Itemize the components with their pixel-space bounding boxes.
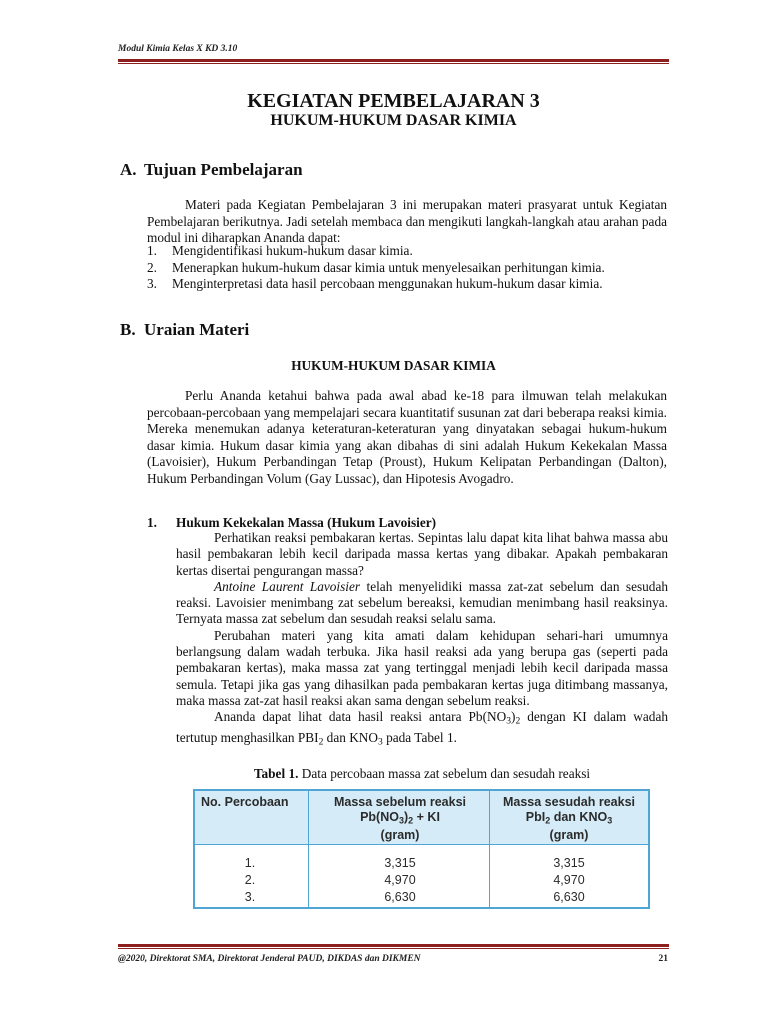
formula-text: dan KNO xyxy=(550,810,608,824)
law1-paragraph-3: Perubahan materi yang kita amati dalam kehidupan sehari-hari umumnya berlangsung dalam wadah terbuka. Jika hasil reaksi ada yang berupa gas (seperti pada pembakaran kertas), maka massa zat yang tertinggal menjadi lebih kecil daripada massa semula. Tetapi jika gas yang dihasilkan pada pembakaran kertas juga ditimbang massanya, maka massa zat-zat hasil reaksi akan sama dengan sebelum reaksi. xyxy=(176,627,668,708)
law1-p4-text: dengan KI dalam wadah tertutup menghasilkan PBI xyxy=(176,709,668,745)
table-divider xyxy=(489,791,490,907)
objective-item xyxy=(147,276,667,293)
section-b-letter: B. xyxy=(120,320,136,339)
table-cell-no: 2. xyxy=(244,873,256,887)
table-cell-after: 3,315 xyxy=(553,856,585,870)
law1-p4-sub: 3 xyxy=(506,715,511,727)
formula-text: Pb(NO xyxy=(360,810,399,824)
column-header-before-line2 xyxy=(315,810,485,828)
table-caption-label: Tabel 1. xyxy=(253,766,299,781)
objectives-list xyxy=(147,243,667,293)
formula-sub: 3 xyxy=(398,815,404,826)
formula-text: + KI xyxy=(413,810,440,824)
table-cell-before: 6,630 xyxy=(384,890,416,904)
objective-text: Menerapkan hukum-hukum dasar kimia untuk menyelesaikan perhitungan kimia. xyxy=(172,259,605,275)
formula-sub: 3 xyxy=(607,815,613,826)
law1-paragraph-1: Perhatikan reaksi pembakaran kertas. Sepintas lalu dapat kita lihat bahwa massa abu hasil pembakaran lebih kecil daripada massa kertas yang dibakar. Apakah pembakaran kertas disertai pengurangan massa? xyxy=(176,530,668,578)
module-header: Modul Kimia Kelas X KD 3.10 xyxy=(118,44,238,54)
objective-number: 3. xyxy=(147,276,157,292)
column-header-after-line1: Massa sesudah reaksi xyxy=(502,795,636,809)
table-divider xyxy=(308,791,309,907)
column-header-after-unit: (gram) xyxy=(549,828,589,843)
column-header-before-unit: (gram) xyxy=(380,828,420,843)
table-cell-no: 3. xyxy=(244,890,256,904)
table-cell-before: 4,970 xyxy=(384,873,416,887)
header-rule-thin xyxy=(118,63,669,64)
law1-p4-sub: 2 xyxy=(515,715,521,727)
section-b-heading xyxy=(120,320,249,340)
table-caption-text: Data percobaan massa zat sebelum dan sesudah reaksi xyxy=(298,766,591,781)
data-table xyxy=(193,789,650,909)
law1-paragraph-2 xyxy=(176,579,668,628)
law1-p4-text: ) xyxy=(511,709,516,725)
law1-p4-text: Ananda dapat lihat data hasil reaksi antara Pb(NO xyxy=(214,709,507,725)
header-rule xyxy=(118,59,669,62)
footer-copyright: @2020, Direktorat SMA, Direktorat Jenderal PAUD, DIKDAS dan DIKMEN xyxy=(118,954,421,964)
page-number: 21 xyxy=(658,954,668,964)
lavoisier-name: Antoine Laurent Lavoisier xyxy=(214,578,361,594)
section-b-intro: Perlu Ananda ketahui bahwa pada awal abad ke-18 para ilmuwan telah melakukan percobaan-percobaan yang mempelajari secara kuantitatif susunan zat dari beberapa reaksi kimia. Mereka menemukan adanya keteraturan-keteraturan yang dinyatakan sebagai hukum-hukum dasar kimia. Hukum dasar kimia yang akan dibahas di sini adalah Hukum Kekekalan Massa (Lavoisier), Hukum Perbandingan Tetap (Proust), Hukum Kelipatan Perbandingan (Dalton), Hukum Perbandingan Volum (Gay Lussac), dan Hipotesis Avogadro. xyxy=(147,388,667,486)
table-caption xyxy=(176,766,668,782)
law1-p4-text: pada Tabel 1. xyxy=(382,729,457,745)
footer-rule xyxy=(118,944,669,947)
section-b-title: Uraian Materi xyxy=(144,320,250,339)
column-header-after xyxy=(493,795,645,843)
objective-number: 2. xyxy=(147,259,157,275)
table-cell-before: 3,315 xyxy=(384,856,416,870)
section-a-letter: A. xyxy=(120,160,137,179)
law1-paragraph-4 xyxy=(176,709,668,750)
law1-body xyxy=(176,530,668,751)
footer-rule-thin xyxy=(118,948,669,949)
law1-heading xyxy=(147,515,436,531)
column-header-no: No. Percobaan xyxy=(201,795,289,809)
column-header-before-line1: Massa sebelum reaksi xyxy=(333,795,467,809)
law1-p4-text: dan KNO xyxy=(323,729,378,745)
table-header xyxy=(195,791,648,845)
formula-sub: 2 xyxy=(408,815,414,826)
column-header-before xyxy=(315,795,485,843)
section-a-title: Tujuan Pembelajaran xyxy=(144,160,303,179)
table-cell-no: 1. xyxy=(244,856,256,870)
law1-p4-sub: 2 xyxy=(318,736,324,748)
table-cell-after: 4,970 xyxy=(553,873,585,887)
formula-text: PbI xyxy=(525,810,546,824)
page-subtitle: HUKUM-HUKUM DASAR KIMIA xyxy=(270,112,517,129)
formula-text: ) xyxy=(403,810,409,824)
page-title: KEGIATAN PEMBELAJARAN 3 xyxy=(247,90,540,112)
objective-text: Menginterpretasi data hasil percobaan menggunakan hukum-hukum dasar kimia. xyxy=(172,276,603,292)
section-b-subheading: HUKUM-HUKUM DASAR KIMIA xyxy=(291,358,496,373)
table-cell-after: 6,630 xyxy=(553,890,585,904)
section-a-intro: Materi pada Kegiatan Pembelajaran 3 ini merupakan materi prasyarat untuk Kegiatan Pembelajaran berikutnya. Jadi setelah membaca dan mengikuti langkah-langkah atau arahan pada modul ini diharapkan Ananda dapat: xyxy=(147,197,667,246)
column-header-after-line2 xyxy=(493,810,645,828)
objective-number: 1. xyxy=(147,243,157,258)
law1-number: 1. xyxy=(147,515,157,530)
law1-paragraph-2-text: telah menyelidiki massa zat-zat sebelum dan sesudah reaksi. Lavoisier menimbang zat sebelum bereaksi, kemudian menimbang hasil reaksinya. Ternyata massa zat sebelum dan sesudah reaksi selalu sama. xyxy=(176,578,668,627)
law1-title: Hukum Kekekalan Massa (Hukum Lavoisier) xyxy=(176,515,437,530)
objective-item xyxy=(147,260,667,277)
section-a-heading xyxy=(120,160,303,180)
objective-item xyxy=(147,243,667,260)
objective-text: Mengidentifikasi hukum-hukum dasar kimia. xyxy=(172,243,413,258)
formula-sub: 2 xyxy=(545,815,551,826)
law1-p4-sub: 3 xyxy=(378,736,383,748)
